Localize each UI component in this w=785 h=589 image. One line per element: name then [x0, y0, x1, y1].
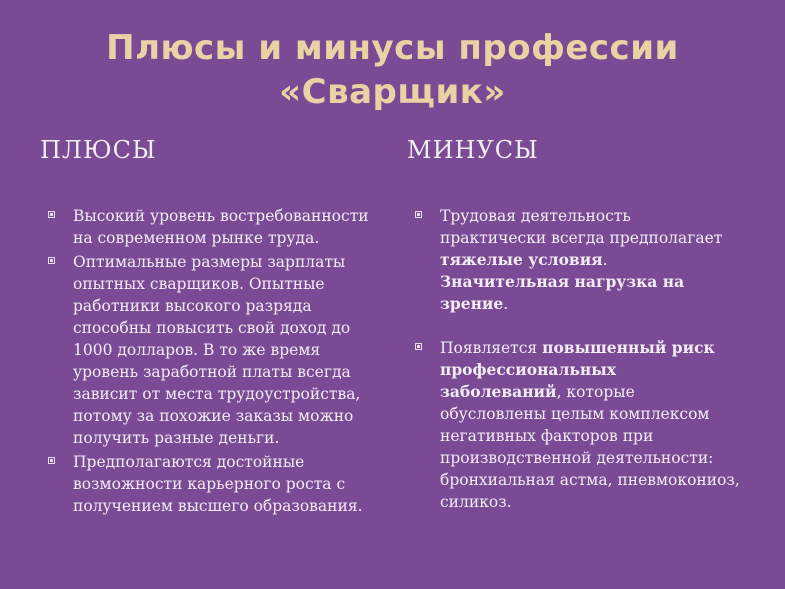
square-bullet-icon — [48, 257, 55, 264]
square-bullet-icon — [48, 211, 55, 218]
cons-item2-bold: повышенный риск профессиональных заболеваний — [440, 338, 715, 401]
cons-item — [415, 337, 740, 513]
pros-item-text: Оптимальные размеры зарплаты опытных сварщиков. Опытные работники высокого разряда способны повысить свой доход до 1000 долларов. В то же время уровень заработной платы всегда зависит от места трудоустройства, потому за похожие заказы можно получить разные деньги. — [73, 253, 361, 447]
cons-list — [415, 205, 740, 535]
pros-item — [48, 451, 378, 517]
cons-item1-after: . — [503, 295, 509, 313]
cons-item2-after: , которые обусловлены целым комплексом негативных факторов при производственной деятельности: бронхиальная астма, пневмокониоз, силикоз. — [440, 383, 740, 511]
cons-heading: МИНУСЫ — [407, 136, 539, 164]
slide-title: Плюсы и минусы профессии «Сварщик» — [106, 28, 679, 112]
pros-item — [48, 251, 378, 449]
square-bullet-icon — [415, 343, 422, 350]
pros-item-text: Высокий уровень востребованности на современном рынке труда. — [73, 207, 369, 247]
square-bullet-icon — [415, 211, 422, 218]
cons-item-text — [440, 207, 722, 313]
cons-item1-bold1: тяжелые условия — [440, 250, 603, 269]
cons-item2-before: Появляется — [440, 339, 543, 357]
pros-item — [48, 205, 378, 249]
cons-item1-bold2: Значительная нагрузка на зрение — [440, 272, 685, 313]
pros-list — [48, 205, 378, 519]
square-bullet-icon — [48, 457, 55, 464]
pros-item-text: Предполагаются достойные возможности карьерного роста с получением высшего образования. — [73, 453, 363, 515]
cons-item1-middle: . — [602, 251, 608, 269]
cons-item-text — [440, 339, 740, 511]
pros-heading: ПЛЮСЫ — [40, 136, 157, 164]
cons-item1-before: Трудовая деятельность практически всегда предполагает — [440, 207, 723, 247]
cons-item — [415, 205, 740, 315]
